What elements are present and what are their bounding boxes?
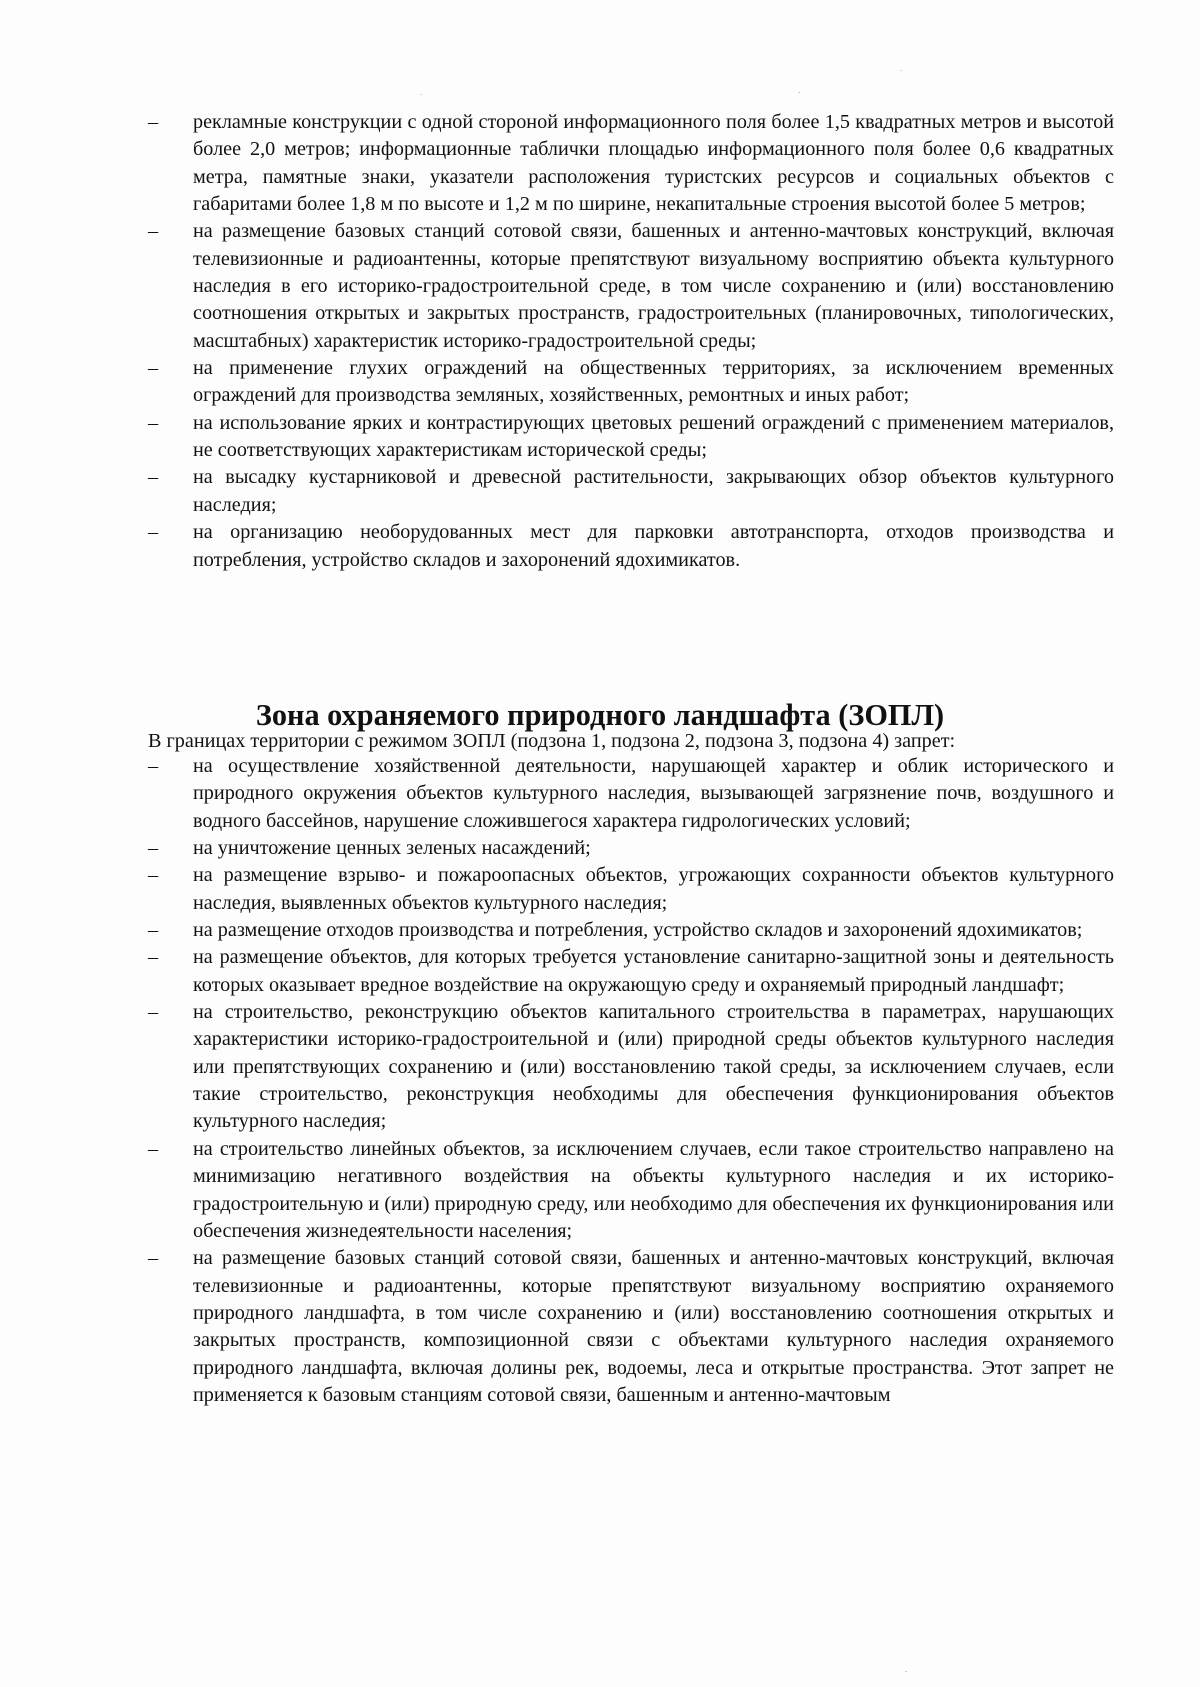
list-item [148, 944, 1114, 999]
bullet-dash: – [148, 521, 159, 544]
bullet-dash: – [148, 919, 159, 942]
list-item [148, 999, 1114, 1136]
bullet-dash: – [148, 357, 159, 380]
bullet-dash: – [148, 864, 159, 887]
restrictions-list-top [0, 109, 1200, 574]
list-item [148, 1136, 1114, 1245]
section-intro: В границах территории с режимом ЗОПЛ (подзона 1, подзона 2, подзона 3, подзона 4) запрет: [148, 730, 956, 752]
list-item [148, 1245, 1114, 1409]
list-item-text: на использование ярких и контрастирующих цветовых решений ограждений с применением материалов, не соответствующих характеристикам исторической среды; [193, 411, 1114, 462]
list-item-text: на применение глухих ограждений на общественных территориях, за исключением временных ограждений для производства земляных, хозяйственных, ремонтных и иных работ; [193, 357, 1114, 407]
list-item [148, 917, 1114, 944]
list-item-text: на уничтожение ценных зеленых насаждений; [193, 837, 591, 860]
bullet-dash: – [148, 111, 159, 133]
bullet-dash: – [148, 755, 159, 777]
list-item-text: на строительство линейных объектов, за исключением случаев, если такое строительство направлено на минимизацию негативного воздействия на объекты культурного наследия и их историко-градостроительную и (или) природную среду, или необходимо для обеспечения их функционирования или обеспечения жизнедеятельности населения; [193, 1137, 1114, 1242]
list-item [148, 753, 1114, 835]
list-item-text: на размещение взрыво- и пожароопасных объектов, угрожающих сохранности объектов культурного наследия, выявленных объектов культурного наследия; [193, 864, 1114, 914]
list-item-text: на размещение базовых станций сотовой связи, башенных и антенно-мачтовых конструкций, включая телевизионные и радиоантенны, которые препятствуют визуальному восприятию объекта культурного наследия в его историко-градостроительной среде, в том числе сохранению и (или) восстановлению соотношения открытых и закрытых пространств, градостроительных (планировочных, типологических, масштабных) характеристик историко-градостроительной среды; [193, 220, 1114, 352]
list-item-text: на размещение базовых станций сотовой связи, башенных и антенно-мачтовых конструкций, включая телевизионные и радиоантенны, которые препятствуют визуальному восприятию охраняемого природного ландшафта, в том числе сохранению и (или) восстановлению соотношения открытых и закрытых пространств, композиционной связи с объектами культурного наследия охраняемого природного ландшафта, включая долины рек, водоемы, леса и открытые пространства. Этот запрет не применяется к базовым станциям сотовой связи, башенным и антенно-мачтовым [193, 1247, 1114, 1406]
list-item [148, 862, 1114, 917]
list-item [148, 218, 1114, 355]
bullet-dash: – [148, 466, 159, 489]
scan-speck: . [905, 1664, 908, 1674]
scan-speck: . [798, 85, 801, 95]
list-item-text: на строительство, реконструкцию объектов капитального строительства в параметрах, нарушающих характеристики историко-градостроительной и (или) природной среды объектов культурного наследия или препятствующих сохранению и (или) восстановлению такой среды, за исключением случаев, если такие строительство, реконструкция необходимы для обеспечения функционирования объектов культурного наследия; [193, 1001, 1114, 1133]
list-item-text: на организацию необорудованных мест для парковки автотранспорта, отходов производства и потребления, устройство складов и захоронений ядохимикатов. [193, 521, 1114, 571]
list-item [148, 355, 1114, 410]
section-title: Зона охраняемого природного ландшафта (ЗОПЛ) [255, 698, 945, 732]
list-item-text: на размещение отходов производства и потребления, устройство складов и захоронений ядохимикатов; [193, 919, 1083, 942]
bullet-dash: – [148, 946, 159, 969]
bullet-dash: – [148, 411, 159, 434]
bullet-dash: – [148, 1247, 159, 1270]
scan-speck: . [900, 63, 903, 73]
list-item [148, 464, 1114, 519]
list-item-text: на осуществление хозяйственной деятельности, нарушающей характер и облик исторического и природного окружения объектов культурного наследия, вызывающей загрязнение почв, воздушного и водного бассейнов, нарушение сложившегося характера гидрологических условий; [193, 755, 1114, 832]
list-item-text: рекламные конструкции с одной стороной информационного поля более 1,5 квадратных метров и высотой более 2,0 метров; информационные таблички площадью информационного поля более 0,6 квадратных метра, памятные знаки, указатели расположения туристских ресурсов и социальных объектов с габаритами более 1,8 м по высоте и 1,2 м по ширине, некапитальные строения высотой более 5 метров; [193, 111, 1114, 216]
bullet-dash: – [148, 1001, 159, 1024]
list-item [148, 519, 1114, 574]
list-item [148, 109, 1114, 218]
bullet-dash: – [148, 1137, 159, 1160]
list-item-text: на размещение объектов, для которых требуется установление санитарно-защитной зоны и деятельность которых оказывает вредное воздействие на окружающую среду и охраняемый природный ландшафт; [193, 946, 1114, 996]
bullet-dash: – [148, 220, 159, 243]
list-item [148, 410, 1114, 465]
scan-speck: . [420, 87, 423, 97]
bullet-dash: – [148, 837, 159, 860]
list-item [148, 835, 1114, 862]
restrictions-list-zopl [0, 753, 1200, 1409]
list-item-text: на высадку кустарниковой и древесной растительности, закрывающих обзор объектов культурного наследия; [193, 466, 1114, 516]
